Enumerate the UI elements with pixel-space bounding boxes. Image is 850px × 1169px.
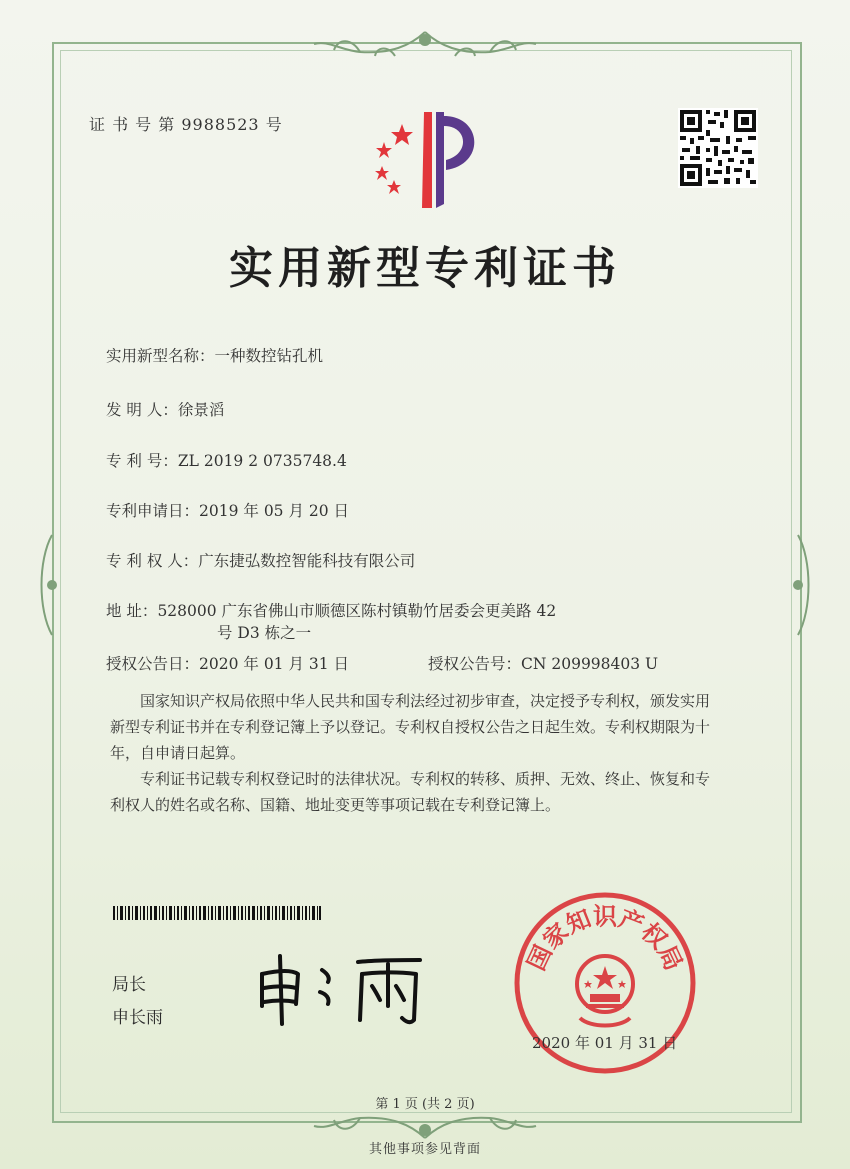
field-label: 发 明 人： [106, 401, 178, 419]
field-inventor [106, 398, 224, 420]
patent-emblem-icon [362, 104, 494, 212]
page-number: 第 1 页 (共 2 页) [375, 1097, 475, 1112]
field-address-line2: 号 D3 栋之一 [217, 624, 312, 642]
field-value: 徐景滔 [177, 401, 225, 419]
field-value: 2020 年 01 月 31 日 [199, 655, 350, 673]
national-emblem-icon [577, 956, 633, 1026]
field-address [106, 599, 556, 621]
body-paragraph-2 [110, 766, 760, 818]
certificate-title: 实用新型专利证书 [229, 243, 621, 294]
field-grant-date [106, 652, 349, 674]
body-paragraph-1 [110, 688, 760, 766]
field-label: 实用新型名称： [106, 347, 215, 365]
field-grant-number [428, 652, 658, 674]
field-value: 广东捷弘数控智能科技有限公司 [198, 552, 416, 570]
field-label: 授权公告号： [428, 655, 522, 673]
field-filing-date [106, 499, 349, 521]
field-value: ZL 2019 2 0735748.4 [177, 452, 347, 470]
field-label: 专 利 号： [106, 452, 178, 470]
field-patentee [106, 549, 415, 571]
paragraph-line: 利权人的姓名或名称、国籍、地址变更等事项记载在专利登记簿上。 [110, 796, 561, 814]
field-value: CN 209998403 U [521, 655, 659, 673]
field-value: 2019 年 05 月 20 日 [199, 502, 350, 520]
seal-text: 国家知识产权局 [522, 902, 688, 975]
director-title: 局长 [112, 975, 146, 995]
field-label: 地 址： [106, 602, 158, 620]
paragraph-line: 年，自申请日起算。 [110, 744, 246, 762]
barcode [113, 906, 321, 920]
certificate-number: 证 书 号 第 9988523 号 [89, 115, 283, 134]
field-value: 一种数控钻孔机 [214, 347, 324, 365]
right-ornament [786, 530, 816, 640]
top-ornament [300, 26, 550, 70]
field-utility-model-name [106, 344, 323, 366]
director-name: 申长雨 [112, 1008, 163, 1028]
field-label: 专 利 权 人： [106, 552, 199, 570]
paragraph-line: 新型专利证书并在专利登记簿上予以登记。专利权自授权公告之日起生效。专利权期限为十 [110, 718, 711, 736]
field-label: 专利申请日： [106, 502, 200, 520]
left-ornament [34, 530, 64, 640]
field-patent-number [106, 449, 347, 471]
footer-note: 其他事项参见背面 [368, 1142, 481, 1157]
paragraph-line: 国家知识产权局依照中华人民共和国专利法经过初步审查，决定授予专利权，颁发实用 [140, 692, 711, 710]
field-value: 528000 广东省佛山市顺德区陈村镇勒竹居委会更美路 42 [157, 602, 557, 620]
field-label: 授权公告日： [106, 655, 200, 673]
handwritten-signature [250, 948, 440, 1028]
qr-code[interactable] [678, 108, 758, 188]
paragraph-line: 专利证书记载专利权登记时的法律状况。专利权的转移、质押、无效、终止、恢复和专 [140, 770, 711, 788]
seal-date: 2020 年 01 月 31 日 [532, 1034, 678, 1052]
